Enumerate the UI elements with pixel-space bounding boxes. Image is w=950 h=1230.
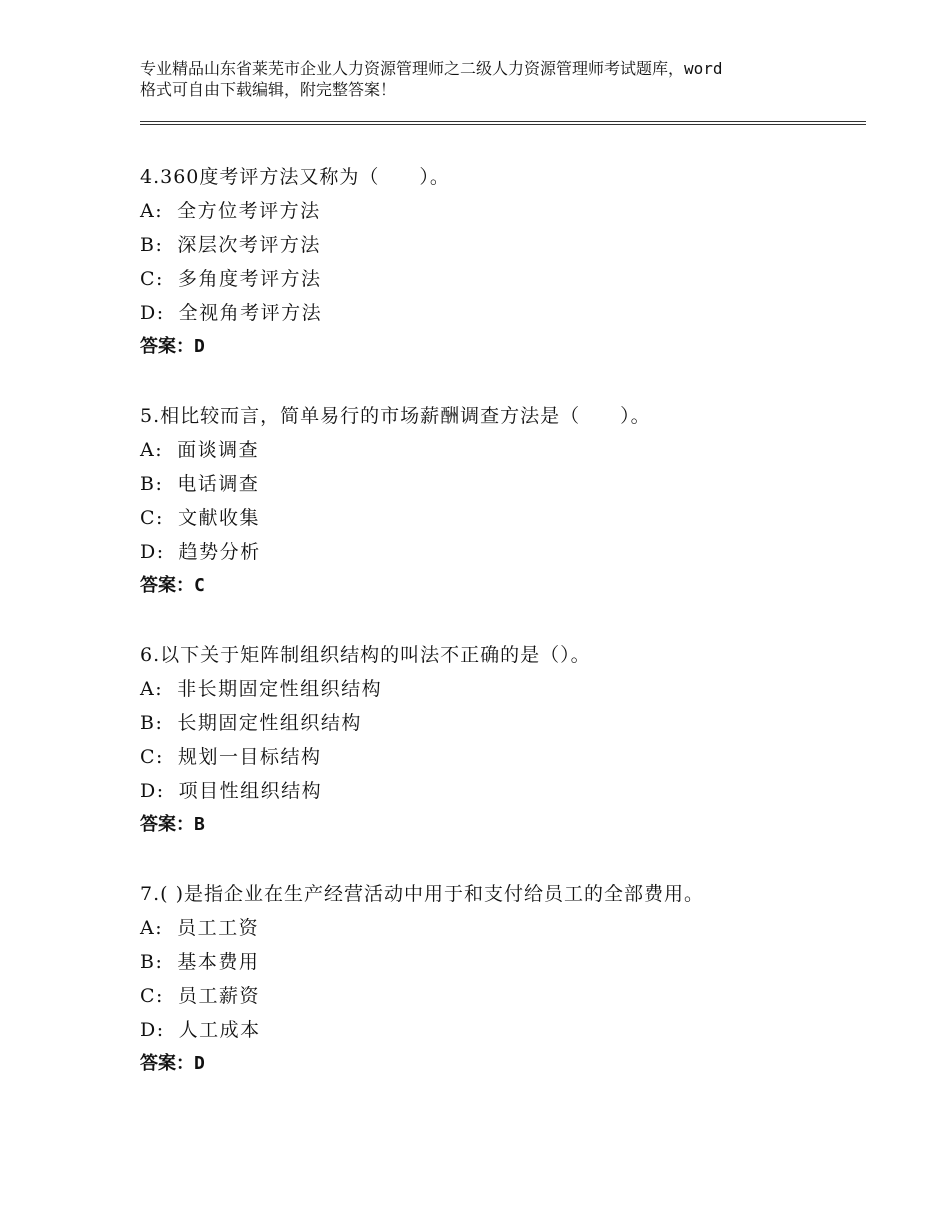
- option-letter: C:: [140, 507, 164, 529]
- option-a: [140, 433, 860, 467]
- option-text: 全视角考评方法: [178, 302, 323, 324]
- option-a: [140, 911, 860, 945]
- header-line-2: 格式可自由下载编辑，附完整答案！: [140, 80, 397, 99]
- option-letter: B:: [140, 951, 164, 973]
- option-text: 文献收集: [177, 507, 260, 529]
- option-c: [140, 501, 860, 535]
- option-text: 电话调查: [177, 473, 260, 495]
- option-text: 员工工资: [177, 917, 260, 939]
- option-text: 人工成本: [178, 1019, 261, 1041]
- option-letter: D:: [140, 1019, 165, 1041]
- option-d: [140, 1013, 860, 1047]
- option-b: [140, 706, 860, 740]
- question-block: [140, 638, 860, 842]
- option-text: 员工薪资: [177, 985, 260, 1007]
- question-stem: 4.360度考评方法又称为（ ）。: [140, 166, 450, 188]
- option-c: [140, 262, 860, 296]
- question-block: [140, 399, 860, 603]
- question-block: [140, 877, 860, 1081]
- option-text: 深层次考评方法: [177, 234, 321, 256]
- option-text: 项目性组织结构: [178, 780, 323, 802]
- option-b: [140, 945, 860, 979]
- option-text: 多角度考评方法: [177, 268, 322, 290]
- option-d: [140, 296, 860, 330]
- option-c: [140, 740, 860, 774]
- answer-label: 答案：D: [140, 1053, 205, 1074]
- header-line-1: 专业精品山东省莱芜市企业人力资源管理师之二级人力资源管理师考试题库，word: [140, 59, 723, 78]
- question-stem: 7.( )是指企业在生产经营活动中用于和支付给员工的全部费用。: [140, 883, 704, 905]
- option-d: [140, 774, 860, 808]
- option-d: [140, 535, 860, 569]
- option-c: [140, 979, 860, 1013]
- question-stem: 6.以下关于矩阵制组织结构的叫法不正确的是（）。: [140, 644, 591, 666]
- option-letter: C:: [140, 985, 164, 1007]
- option-text: 规划一目标结构: [177, 746, 322, 768]
- option-b: [140, 467, 860, 501]
- option-letter: D:: [140, 780, 165, 802]
- answer-label: 答案：C: [140, 575, 205, 596]
- option-letter: D:: [140, 302, 165, 324]
- document-header: [140, 58, 840, 100]
- option-letter: A:: [140, 439, 164, 461]
- option-letter: B:: [140, 712, 164, 734]
- option-a: [140, 194, 860, 228]
- option-text: 面谈调查: [177, 439, 260, 461]
- option-letter: C:: [140, 268, 164, 290]
- option-letter: D:: [140, 541, 165, 563]
- option-letter: A:: [140, 678, 164, 700]
- option-letter: A:: [140, 200, 164, 222]
- question-stem: 5.相比较而言，简单易行的市场薪酬调查方法是（ ）。: [140, 405, 651, 427]
- option-text: 长期固定性组织结构: [177, 712, 362, 734]
- option-text: 全方位考评方法: [177, 200, 321, 222]
- option-text: 非长期固定性组织结构: [177, 678, 383, 700]
- option-a: [140, 672, 860, 706]
- answer-label: 答案：D: [140, 336, 205, 357]
- question-block: [140, 160, 860, 364]
- option-letter: A:: [140, 917, 164, 939]
- option-letter: B:: [140, 473, 164, 495]
- option-letter: B:: [140, 234, 164, 256]
- option-text: 趋势分析: [178, 541, 261, 563]
- answer-label: 答案：B: [140, 814, 205, 835]
- header-divider-top: [140, 121, 866, 122]
- option-letter: C:: [140, 746, 164, 768]
- option-text: 基本费用: [177, 951, 260, 973]
- option-b: [140, 228, 860, 262]
- header-divider-bottom: [140, 124, 866, 125]
